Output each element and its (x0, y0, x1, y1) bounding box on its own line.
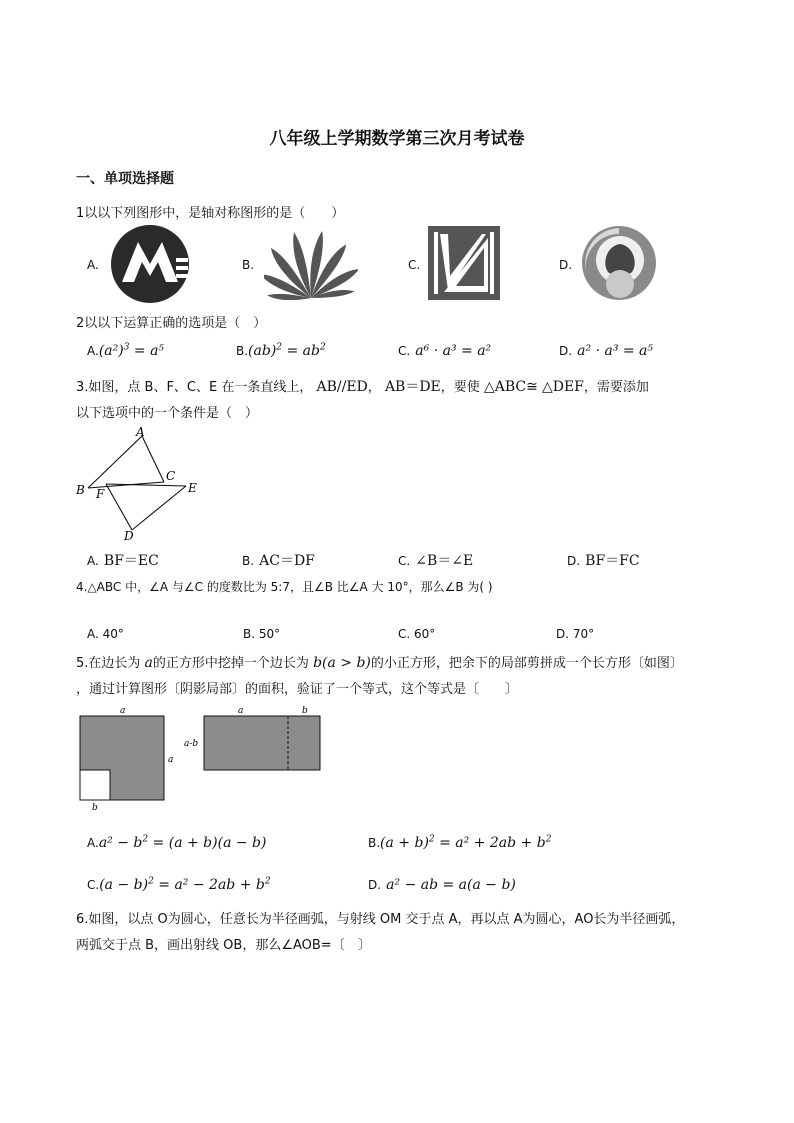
q5-option-d-formula: a² − ab = a(a − b) (386, 877, 516, 893)
q3-label-c: C (166, 469, 176, 483)
q3-option-c-text: ∠B＝∠E (415, 553, 474, 569)
q3-label-e: E (188, 481, 197, 495)
q4-option-c: C. 60° (398, 627, 436, 641)
q3-triangle-figure (70, 422, 210, 546)
q5-stem-part2: 的正方形中挖掉一个边长为 (152, 656, 309, 671)
q2-option-d (559, 340, 653, 359)
q2-stem: 2以以下运算正确的选项是（ ） (76, 316, 267, 331)
q5-square-figure (74, 704, 330, 814)
q3-option-a-text: BF＝EC (103, 553, 159, 569)
q2-option-b (236, 340, 326, 359)
q5-stem (76, 652, 683, 671)
q1-option-d-label: D. (559, 258, 573, 272)
q3-stem-line2: 以下选项中的一个条件是（ ） (76, 406, 259, 421)
q5-option-a-label: A. (87, 836, 99, 850)
q3-congruence-right: △DEF (541, 379, 584, 395)
q5-stem-part1: 5.在边长为 (76, 656, 141, 671)
q3-option-d-label: D. (567, 554, 581, 568)
q1-option-b-label: B. (242, 258, 255, 272)
q5-option-d-label: D. (368, 878, 382, 892)
section-heading: 一、单项选择题 (76, 171, 174, 187)
qq-penguin-logo-icon (580, 224, 658, 302)
q5-option-b (368, 832, 551, 851)
q4-option-d: D. 70° (556, 627, 595, 641)
q2-option-b-label: B. (236, 344, 249, 358)
q2-option-c-label: C. (398, 344, 411, 358)
q3-option-b-text: AC＝DF (259, 553, 315, 569)
q3-congruence-left: △ABC≅ (483, 379, 538, 395)
q3-option-b (242, 550, 315, 570)
q1-option-c-label: C. (408, 258, 421, 272)
q5-option-b-label: B. (368, 836, 381, 850)
q5-label-rect-a: a (238, 706, 244, 716)
q3-option-b-label: B. (242, 554, 255, 568)
q3-label-d: D (124, 529, 134, 543)
page-title: 八年级上学期数学第三次月考试卷 (269, 129, 525, 149)
q5-stem-part3: 的小正方形，把余下的局部剪拼成一个长方形〔如图〕 (370, 656, 683, 671)
q3-option-a-label: A. (87, 554, 99, 568)
q5-option-a-formula: $a^2 - b^2 = (a + b)(a - b)$ (98, 834, 267, 851)
q5-label-a-top: a (120, 706, 126, 716)
q2-option-a-label: A. (87, 344, 99, 358)
q2-option-d-formula: a² · a³ = a⁵ (577, 343, 654, 359)
q3-option-c-label: C. (398, 554, 411, 568)
q2-option-a (87, 340, 164, 359)
q3-option-a (87, 550, 159, 570)
q5-stem-line2: ，通过计算图形〔阴影局部〕的面积，验证了一个等式，这个等式是〔 〕 (76, 682, 519, 697)
q3-condition-equal: AB＝DE (384, 379, 441, 395)
q6-stem-line2: 两弧交于点 B，画出射线 OB，那么∠AOB=〔 〕 (76, 938, 371, 953)
q5-label-rect-a-minus-b: a-b (184, 739, 199, 749)
q3-stem-comma: ， (367, 380, 381, 395)
q5-option-a (87, 832, 266, 851)
q5-label-b-bottom: b (92, 803, 98, 813)
q5-option-c (87, 874, 271, 893)
q3-condition-parallel: AB//ED (316, 379, 368, 395)
q4-option-a: A. 40° (87, 627, 124, 641)
abstract-square-logo-icon (426, 224, 502, 302)
q3-option-d-text: BF＝FC (585, 553, 640, 569)
q3-option-c (398, 550, 473, 570)
q3-label-a: A (136, 425, 145, 439)
china-merchants-logo-icon (108, 224, 192, 304)
q2-option-c (398, 340, 491, 359)
q3-label-f: F (96, 487, 105, 501)
q5-option-c-label: C. (87, 878, 100, 892)
q3-stem (76, 376, 649, 396)
q5-var-a: a (144, 655, 153, 671)
q6-stem-line1: 6.如图，以点 O为圆心，任意长为半径画弧，与射线 OM 交于点 A，再以点 A为圆心，AO长为半径画弧， (76, 912, 685, 927)
q3-stem-part1: 3.如图，点 B、F、C、E 在一条直线上， (76, 380, 313, 395)
q3-label-b: B (76, 483, 85, 497)
q4-option-b: B. 50° (243, 627, 281, 641)
q5-option-c-formula: $(a - b)^2 = a^2 - 2ab + b^2$ (99, 876, 271, 893)
q5-option-d (368, 874, 516, 893)
huawei-logo-icon (264, 228, 358, 300)
q3-stem-part2: ，要使 (440, 380, 480, 395)
q1-stem: 1以以下列图形中，是轴对称图形的是（ ） (76, 206, 345, 221)
q5-label-rect-b: b (302, 706, 308, 716)
q5-label-a-right: a (168, 755, 174, 765)
q2-option-c-formula: a⁶ · a³ = a² (415, 343, 492, 359)
q3-stem-part3: ，需要添加 (583, 380, 649, 395)
q4-stem: 4.△ABC 中，∠A 与∠C 的度数比为 5:7，且∠B 比∠A 大 10°，那么∠B 为( ) (76, 580, 493, 594)
q2-option-d-label: D. (559, 344, 573, 358)
q3-option-d (567, 550, 640, 570)
q1-option-a-label: A. (87, 258, 99, 272)
q5-var-b: b(a > b) (313, 655, 371, 671)
q5-option-b-formula: $(a + b)^2 = a^2 + 2ab + b^2$ (380, 834, 552, 851)
q2-option-a-formula: $(a^2)^3 = a^5$ (98, 342, 165, 359)
q2-option-b-formula: $(ab)^2 = ab^2$ (248, 342, 326, 359)
